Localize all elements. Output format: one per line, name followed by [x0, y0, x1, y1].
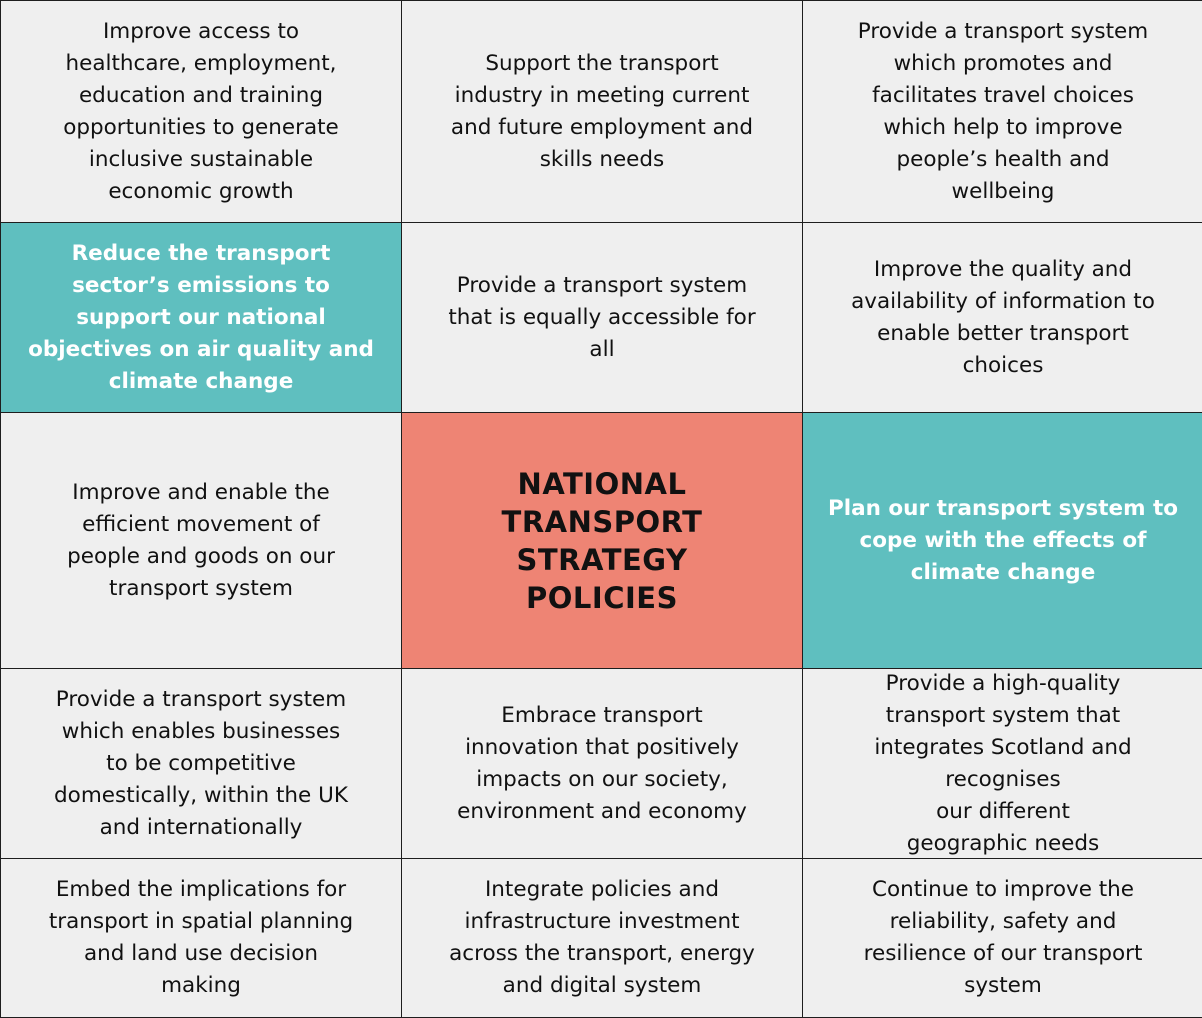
policy-equal-accessibility: Provide a transport system that is equally accessible for all [402, 223, 802, 412]
policy-spatial-planning: Embed the implications for transport in spatial planning and land use decision making [1, 859, 401, 1017]
policy-health-wellbeing: Provide a transport system which promotes and facilitates travel choices which help to improve people’s health and wellbeing [803, 1, 1202, 222]
policy-reliability-safety: Continue to improve the reliability, safety and resilience of our transport system [803, 859, 1202, 1017]
policy-employment-skills: Support the transport industry in meeting current and future employment and skills needs [402, 1, 802, 222]
policy-healthcare-access: Improve access to healthcare, employment, education and training opportunities to generate inclusive sustainable economic growth [1, 1, 401, 222]
policy-efficient-movement: Improve and enable the efficient movement of people and goods on our transport system [1, 413, 401, 668]
policy-integrated-investment: Integrate policies and infrastructure investment across the transport, energy and digital system [402, 859, 802, 1017]
policy-reduce-emissions: Reduce the transport sector’s emissions to support our national objectives on air quality and climate change [1, 223, 401, 412]
policy-geographic-needs: Provide a high-quality transport system that integrates Scotland and recognises our different geographic needs [803, 669, 1202, 858]
policy-information-quality: Improve the quality and availability of information to enable better transport choices [803, 223, 1202, 412]
policy-transport-innovation: Embrace transport innovation that positively impacts on our society, environment and economy [402, 669, 802, 858]
strategy-title: NATIONAL TRANSPORT STRATEGY POLICIES [402, 413, 802, 668]
policy-climate-adaptation: Plan our transport system to cope with the effects of climate change [803, 413, 1202, 668]
policy-business-competitiveness: Provide a transport system which enables businesses to be competitive domestically, within the UK and internationally [1, 669, 401, 858]
